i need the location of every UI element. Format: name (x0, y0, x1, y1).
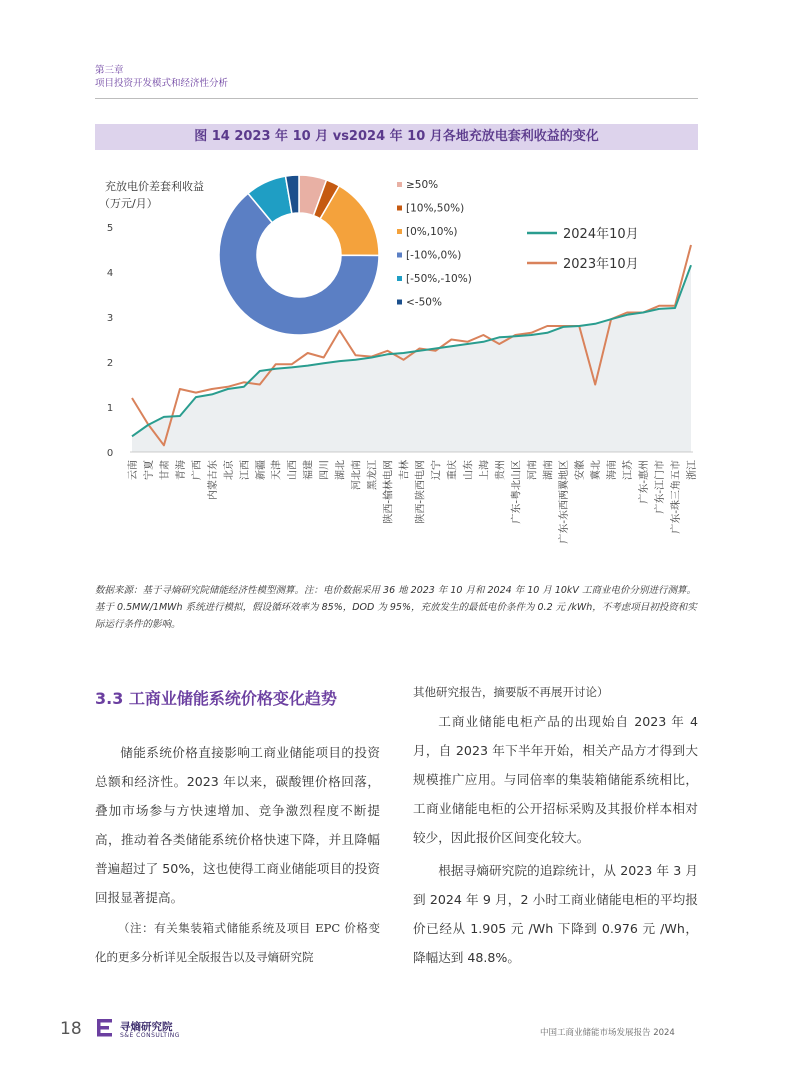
x-tick-label: 广西 (191, 460, 203, 480)
line-legend-label: 2024年10月 (563, 227, 639, 242)
x-tick-label: 山西 (287, 460, 299, 480)
left-paragraph-1: 储能系统价格直接影响工商业储能项目的投资总额和经济性。2023 年以来，碳酸锂价格回落，叠加市场参与方快速增加、竞争激烈程度不断提高，推动着各类储能系统价格快速下降，并且降幅普遍超过了 50%，这也使得工商业储能项目的投资回报显著提高。 (95, 745, 380, 905)
x-tick-label: 云南 (128, 460, 139, 480)
page-number: 18 (60, 1019, 82, 1039)
logo-icon (96, 1018, 116, 1038)
x-tick-label: 上海 (479, 460, 491, 480)
x-tick-label: 陕西-榆林电网 (383, 460, 395, 524)
left-paragraph-2: （注：有关集装箱式储能系统及项目 EPC 价格变化的更多分析详见全版报告以及寻熵研究院 (95, 921, 380, 964)
legend-swatch (397, 253, 402, 258)
x-tick-label: 广东-惠州 (639, 460, 651, 504)
x-tick-label: 北京 (223, 460, 235, 480)
x-tick-label: 广东-珠三角五市 (671, 460, 683, 534)
x-tick-label: 重庆 (447, 460, 459, 480)
x-tick-label: 贵州 (495, 460, 507, 480)
area-fill-2024 (132, 265, 691, 452)
right-paragraph-1: 工商业储能电柜产品的出现始自 2023 年 4 月，自 2023 年下半年开始，相关产品方才得到大规模推广应用。与同倍率的集装箱储能系统相比，工商业储能电柜的公开招标采购及其报价样本相对较少，因此报价区间变化较大。 (413, 714, 698, 845)
donut-legend-label: <-50% (406, 296, 442, 309)
x-tick-label: 吉林 (399, 460, 411, 480)
x-tick-label: 河南 (527, 460, 539, 480)
right-paragraph-2: 根据寻熵研究院的追踪统计，从 2023 年 3 月到 2024 年 9 月，2 小时工商业储能电柜的平均报价已经从 1.905 元 /Wh 下降到 0.976 元 /Wh，降幅达到 48.8%。 (413, 863, 698, 965)
x-tick-label: 广东-粤北山区 (511, 460, 523, 524)
figure-note: 数据来源：基于寻熵研究院储能经济性模型测算。注：电价数据采用 36 地 2023 年 10 月和 2024 年 10 月 10kV 工商业电价分别进行测算。基于 0.5MW/1MWh 系统进行模拟，假设循环效率为 85%，DOD 为 95%，充放发生的最低电价条件为 0.2 元 /kWh，不考虑项目初投资和实际运行条件的影响。 (95, 585, 697, 630)
chapter-subtitle: 项目投资开发模式和经济性分析 (95, 78, 229, 89)
line-legend-label: 2023年10月 (563, 257, 639, 272)
figure-title: 图 14 2023 年 10 月 vs2024 年 10 月各地充放电套利收益的变化 (95, 124, 698, 150)
y-tick-label: 4 (106, 268, 114, 279)
x-tick-label: 青海 (175, 460, 187, 480)
x-tick-label: 海南 (607, 460, 619, 480)
arbitrage-chart (95, 160, 700, 580)
x-tick-label: 宁夏 (143, 460, 155, 480)
donut-legend-label: [0%,10%) (406, 226, 458, 238)
legend-swatch (397, 300, 402, 305)
legend-swatch (397, 229, 402, 234)
x-tick-label: 陕西-陕西电网 (415, 460, 427, 524)
section-title: 3.3 工商业储能系统价格变化趋势 (95, 689, 337, 708)
x-tick-label: 福建 (303, 460, 315, 480)
x-tick-label: 江西 (239, 460, 251, 480)
legend-swatch (397, 276, 402, 281)
donut-legend-label: [10%,50%) (406, 202, 465, 215)
chapter-label: 第三章 (95, 65, 124, 76)
y-tick-label: 5 (106, 223, 114, 234)
x-tick-label: 湖南 (543, 460, 555, 480)
donut-legend-label: [-50%,-10%) (406, 273, 472, 285)
donut-legend-label: [-10%,0%) (406, 249, 462, 262)
legend-swatch (397, 182, 402, 187)
x-tick-label: 安徽 (575, 460, 587, 480)
x-tick-label: 广东-江门市 (655, 460, 667, 514)
left-column (95, 738, 380, 972)
x-tick-label: 山东 (463, 460, 475, 480)
x-tick-label: 湖北 (335, 460, 347, 480)
x-tick-label: 新疆 (255, 460, 267, 480)
header-divider (95, 98, 698, 99)
y-tick-label: 2 (106, 358, 114, 369)
legend-swatch (397, 206, 402, 211)
x-tick-label: 内蒙古东 (207, 460, 219, 500)
x-tick-label: 四川 (319, 460, 331, 480)
running-header (95, 64, 228, 90)
x-tick-label: 浙江 (687, 460, 698, 480)
x-tick-label: 河北南 (351, 460, 363, 490)
y-tick-label: 1 (106, 403, 114, 414)
donut-legend-label: ≥50% (406, 179, 439, 191)
logo-name: 寻熵研究院 (120, 1021, 173, 1033)
x-tick-label: 黑龙江 (367, 460, 379, 490)
x-tick-label: 天津 (271, 460, 283, 480)
y-axis-label-line1: 充放电价差套利收益 (105, 180, 204, 193)
logo-subtitle: S&E CONSULTING (120, 1032, 180, 1039)
y-tick-label: 3 (106, 313, 114, 324)
x-tick-label: 甘肃 (159, 460, 171, 480)
report-name: 中国工商业储能市场发展报告 2024 (540, 1028, 675, 1038)
x-tick-label: 江苏 (623, 460, 635, 480)
x-tick-label: 广东-东西两翼地区 (559, 460, 571, 544)
y-axis-label-line2: （万元/月） (99, 197, 158, 210)
right-column (413, 678, 698, 972)
x-tick-label: 冀北 (591, 459, 603, 480)
right-paragraph-0: 其他研究报告，摘要版不再展开讨论） (413, 685, 609, 699)
y-tick-label: 0 (106, 448, 114, 459)
x-tick-label: 辽宁 (431, 460, 443, 480)
